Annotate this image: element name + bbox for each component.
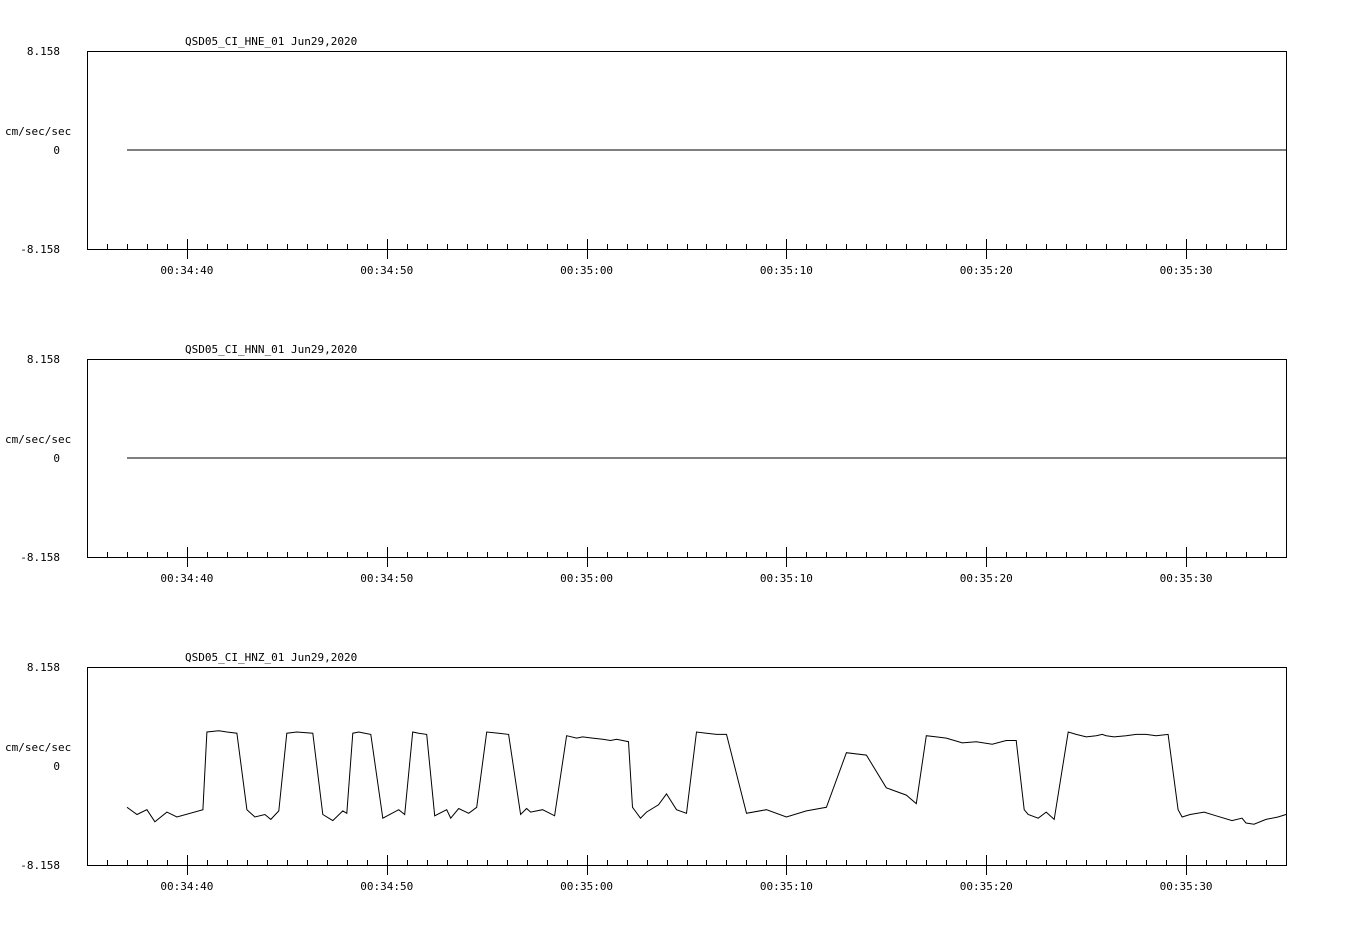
y-tick-label: 8.158 [26, 45, 60, 58]
x-tick-label: 00:35:30 [1159, 880, 1213, 893]
y-tick-label: 0 [53, 144, 60, 157]
x-tick-label: 00:35:30 [1159, 264, 1213, 277]
y-tick-label: -8.158 [20, 243, 60, 256]
x-tick-label: 00:35:00 [560, 264, 614, 277]
y-tick-label: -8.158 [20, 551, 60, 564]
y-axis-label: cm/sec/sec [5, 125, 72, 138]
x-tick-label: 00:34:50 [360, 264, 414, 277]
y-tick-label: 0 [53, 452, 60, 465]
x-tick-label: 00:35:00 [560, 880, 614, 893]
y-axis-label: cm/sec/sec [5, 741, 72, 754]
x-tick-label: 00:35:20 [959, 264, 1013, 277]
chart-title: QSD05_CI_HNZ_01 Jun29,2020 [185, 651, 358, 664]
x-tick-label: 00:34:40 [160, 880, 214, 893]
x-tick-label: 00:34:40 [160, 264, 214, 277]
y-axis-label: cm/sec/sec [5, 433, 72, 446]
y-tick-label: 0 [53, 760, 60, 773]
x-tick-label: 00:35:20 [959, 572, 1013, 585]
x-tick-label: 00:35:10 [759, 264, 813, 277]
y-tick-label: -8.158 [20, 859, 60, 872]
x-tick-label: 00:35:20 [959, 880, 1013, 893]
x-tick-label: 00:35:00 [560, 572, 614, 585]
x-tick-label: 00:34:50 [360, 572, 414, 585]
chart-title: QSD05_CI_HNE_01 Jun29,2020 [185, 35, 358, 48]
plot-frame [88, 668, 1287, 866]
x-tick-label: 00:34:40 [160, 572, 214, 585]
x-tick-label: 00:35:10 [759, 880, 813, 893]
x-tick-label: 00:34:50 [360, 880, 414, 893]
chart-title: QSD05_CI_HNN_01 Jun29,2020 [185, 343, 358, 356]
y-tick-label: 8.158 [26, 661, 60, 674]
x-tick-label: 00:35:30 [1159, 572, 1213, 585]
y-tick-label: 8.158 [26, 353, 60, 366]
x-tick-label: 00:35:10 [759, 572, 813, 585]
waveform-trace [127, 731, 1286, 824]
